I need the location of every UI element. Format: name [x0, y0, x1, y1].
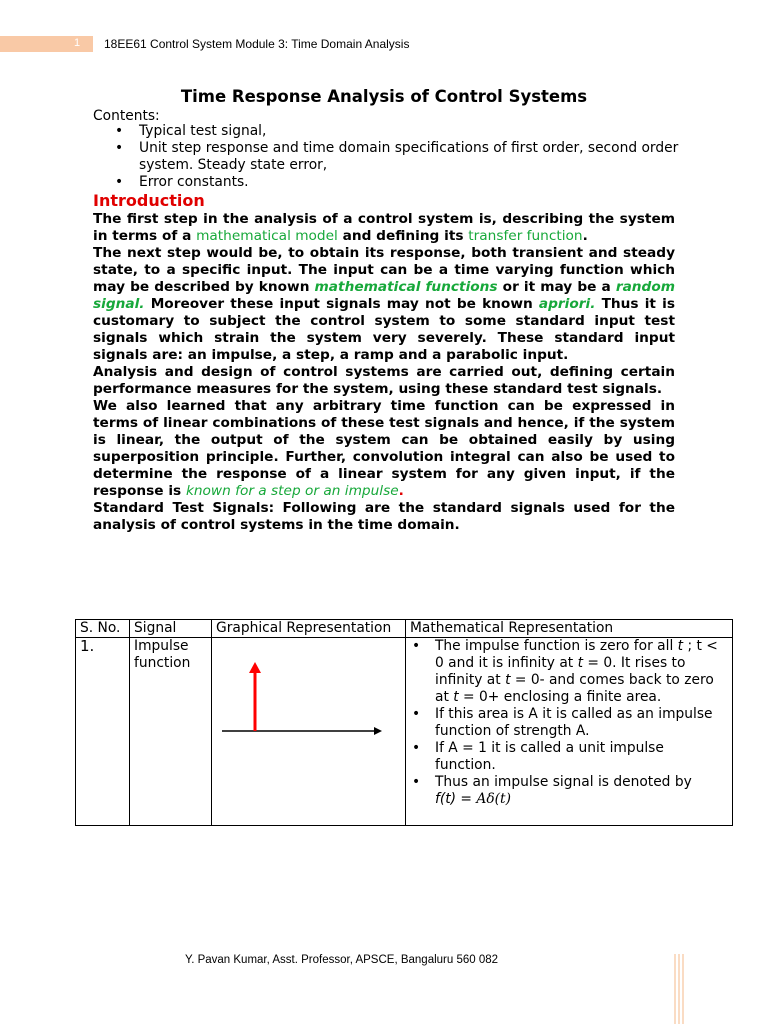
column-header-sno: S. No. — [76, 620, 130, 638]
cell-signal-name: Impulse function — [130, 638, 212, 826]
section-heading-introduction: Introduction — [93, 191, 205, 210]
bullet-icon: • — [412, 774, 421, 790]
cell-sno: 1. — [76, 638, 130, 826]
paragraph-4: We also learned that any arbitrary time function can be expressed in terms of linear combinations of these test signals and hence, if the system is linear, the output of the system can be obtained easily by using superposition principle. Further, convolution integral can also be used to determine the response of a linear system for any given input, if the response is known for a step or an impulse. — [93, 398, 675, 499]
table-header-row — [76, 620, 733, 638]
highlight-term: mathematical model — [196, 228, 338, 244]
paragraph-1: The first step in the analysis of a control system is, describing the system in terms of a mathematical model and defining its transfer function. — [93, 211, 675, 244]
list-item: • Unit step response and time domain specifications of first order, second order system. Steady state error, — [115, 140, 679, 173]
paragraph-2: The next step would be, to obtain its response, both transient and steady state, to a specific input. The input can be a time varying function which may be described by known mathematical functions or it may be a random signal. Moreover these input signals may not be known apriori. Thus it is customary to subject the control system to some standard input test signals which strain the system very severely. These standard input signals are: an impulse, a step, a ramp and a parabolic input. — [93, 245, 676, 363]
list-item: • If A = 1 it is called a unit impulse function. — [412, 740, 664, 773]
list-item: • Typical test signal, — [115, 123, 267, 139]
page-number: 1 — [74, 37, 81, 49]
time-axis-arrowhead — [374, 727, 382, 735]
column-header-graphical: Graphical Representation — [212, 620, 406, 638]
table-row — [76, 638, 733, 826]
impulse-graph — [212, 638, 397, 825]
bullet-icon: • — [412, 740, 421, 756]
cell-math-representation — [406, 638, 733, 826]
introduction-body — [93, 211, 675, 534]
highlight-term: apriori. — [538, 296, 596, 312]
margin-decoration — [673, 954, 685, 1024]
column-header-signal: Signal — [130, 620, 212, 638]
contents-list — [93, 123, 683, 191]
impulse-arrowhead — [249, 662, 261, 673]
math-bullet-list — [410, 638, 728, 808]
running-header: 18EE61 Control System Module 3: Time Domain Analysis — [104, 37, 410, 51]
bullet-icon: • — [412, 638, 421, 654]
bullet-icon: • — [115, 140, 124, 156]
standard-signals-table — [75, 619, 733, 826]
document-title: Time Response Analysis of Control Systems — [180, 87, 588, 106]
highlight-term: transfer function — [468, 228, 583, 244]
list-item: • The impulse function is zero for all t ; t < 0 and it is infinity at t = 0. It rises to infinity at t = 0- and comes back to zero at t = 0+ enclosing a finite area. — [412, 638, 718, 705]
formula-impulse: Aδ(t) — [476, 791, 511, 807]
list-item: • If this area is A it is called as an impulse function of strength A. — [412, 706, 713, 739]
cell-graph — [212, 638, 406, 826]
bullet-icon: • — [115, 174, 124, 190]
highlight-term: random signal. — [93, 279, 676, 312]
bullet-icon: • — [115, 123, 124, 139]
contents-label: Contents: — [93, 108, 160, 124]
highlight-term: known for a step or an impulse — [185, 483, 399, 499]
column-header-mathematical: Mathematical Representation — [406, 620, 733, 638]
list-item: • Thus an impulse signal is denoted by f(t) = Aδ(t) — [412, 774, 692, 807]
paragraph-3: Analysis and design of control systems are carried out, defining certain performance measures for the system, using these standard test signals. — [93, 364, 675, 397]
bullet-icon: • — [412, 706, 421, 722]
highlight-term: mathematical functions — [314, 279, 498, 295]
paragraph-5: Standard Test Signals: Following are the standard signals used for the analysis of control systems in the time domain. — [93, 500, 675, 533]
list-item: • Error constants. — [115, 174, 249, 190]
page-footer: Y. Pavan Kumar, Asst. Professor, APSCE, Bangaluru 560 082 — [185, 954, 499, 966]
formula-lhs: f(t) — [435, 791, 457, 807]
